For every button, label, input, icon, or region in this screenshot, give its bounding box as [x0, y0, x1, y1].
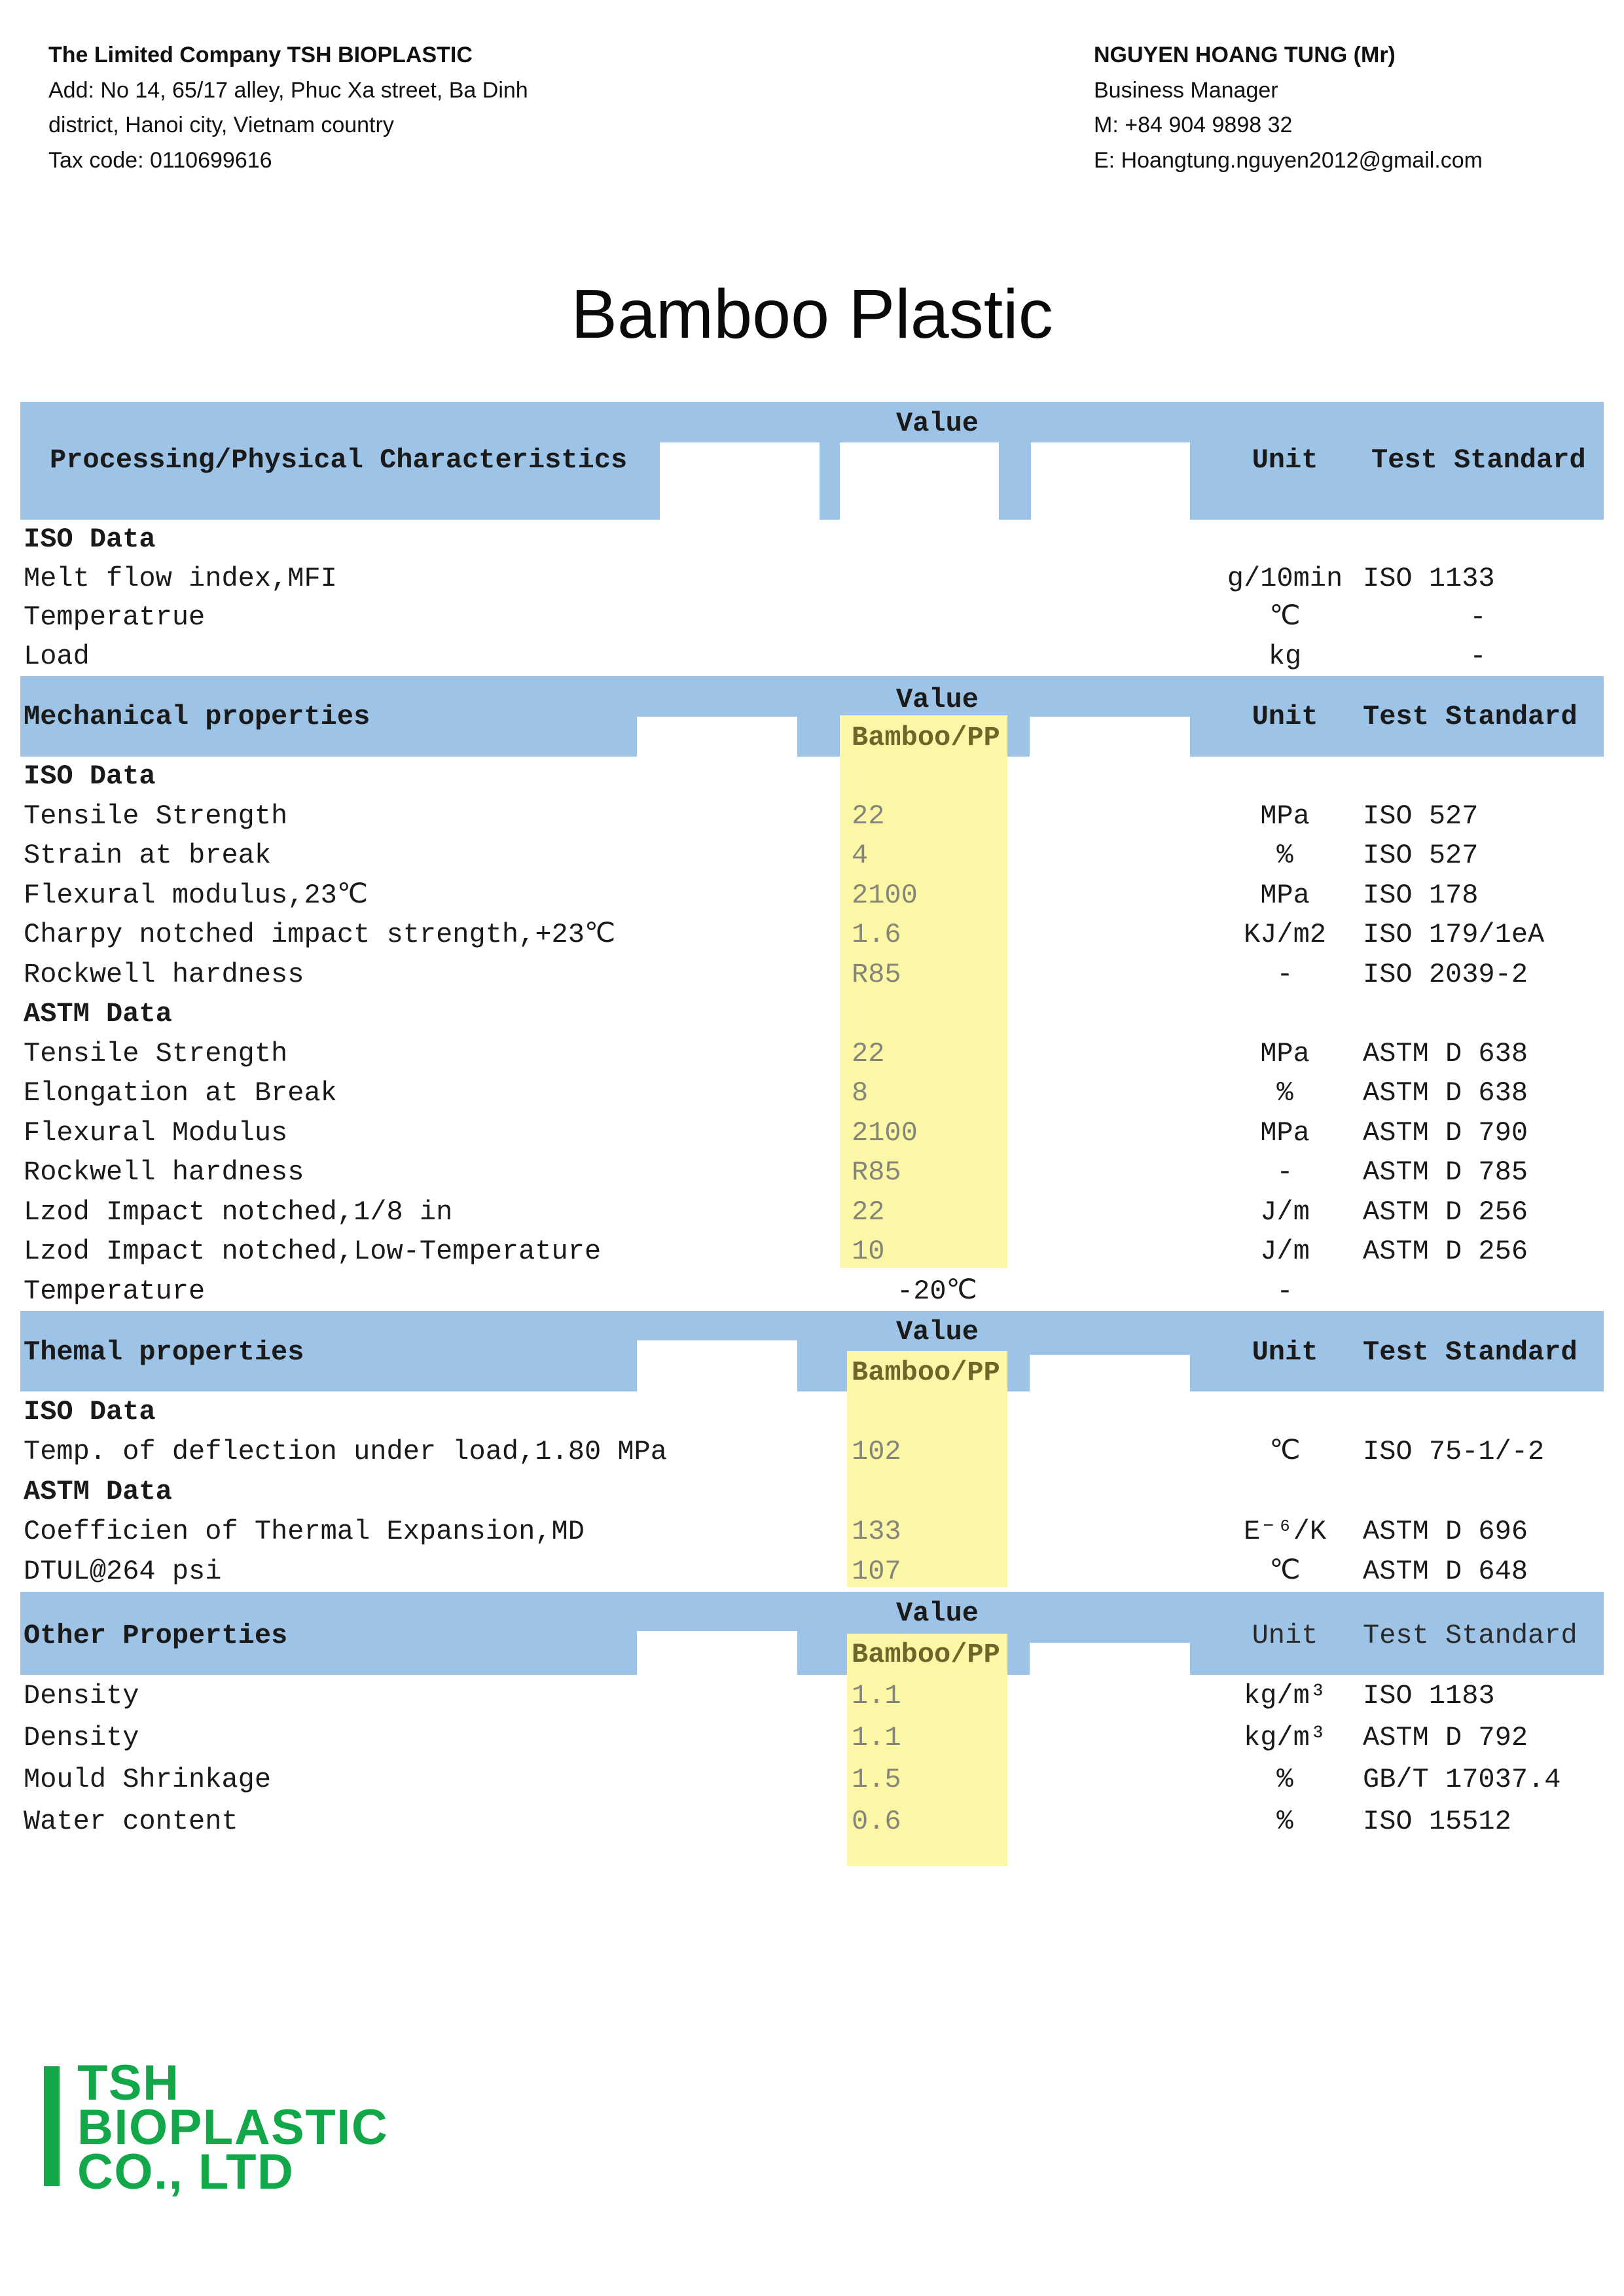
table-row: [20, 1552, 1604, 1592]
section-body: [20, 520, 1604, 676]
standard-column-label: Test Standard: [1363, 1336, 1578, 1368]
header-blank-cell: [1030, 1643, 1190, 1675]
test-standard: ISO 1183: [1363, 1679, 1495, 1712]
property-value: 107: [852, 1556, 901, 1588]
property-value: 1.1: [852, 1721, 901, 1753]
property-name: Lzod Impact notched,Low-Temperature: [24, 1236, 602, 1268]
unit-column-label: Unit: [1252, 701, 1318, 732]
property-value: 2100: [852, 879, 918, 911]
property-unit: %: [1276, 1763, 1293, 1795]
property-unit: %: [1276, 840, 1293, 872]
property-unit: kg/m³: [1243, 1721, 1327, 1753]
company-address-line: Add: No 14, 65/17 alley, Phuc Xa street, Ba Dinh: [48, 77, 528, 103]
section-body: [20, 757, 1604, 1311]
property-unit: kg/m³: [1243, 1679, 1327, 1712]
property-value: 22: [852, 1196, 885, 1228]
group-label: ASTM Data: [24, 1475, 172, 1507]
table-row: [20, 1153, 1604, 1193]
value-column-label: Value: [895, 1316, 979, 1348]
test-standard: ASTM D 638: [1363, 1037, 1528, 1069]
table-row: [20, 598, 1604, 637]
property-unit: ℃: [1269, 601, 1301, 634]
group-label: ISO Data: [24, 523, 156, 555]
header-blank-cell: [1031, 442, 1190, 520]
unit-column-label: Unit: [1252, 1619, 1318, 1651]
header-blank-cell: [1030, 1355, 1190, 1391]
section-body: [20, 1391, 1604, 1592]
property-name: Tensile Strength: [24, 800, 288, 832]
property-name: Water content: [24, 1805, 238, 1837]
company-tax-code: Tax code: 0110699616: [48, 147, 272, 173]
section-body: [20, 1675, 1604, 1866]
property-value: 8: [852, 1077, 869, 1109]
property-unit: MPa: [1260, 1117, 1310, 1149]
company-logo: [77, 2055, 389, 2200]
property-name: Strain at break: [24, 840, 272, 872]
value-column-label: Value: [895, 684, 979, 715]
table-row: [20, 1801, 1604, 1842]
section-header: [20, 676, 1604, 757]
logo-bar: [44, 2066, 60, 2186]
test-standard: -: [1470, 641, 1487, 673]
property-value: 1.1: [852, 1679, 901, 1712]
test-standard: ISO 75-1/-2: [1363, 1435, 1545, 1467]
property-name: Flexural Modulus: [24, 1117, 288, 1149]
test-standard: ISO 179/1eA: [1363, 919, 1545, 951]
material-column-label: Bamboo/PP: [852, 1638, 1000, 1670]
table-row: [20, 1675, 1604, 1717]
group-row: [20, 757, 1604, 797]
property-unit: %: [1276, 1805, 1293, 1837]
property-unit: KJ/m2: [1243, 919, 1327, 951]
section-header: [20, 1592, 1604, 1675]
section-thermal: [20, 1311, 1604, 1592]
property-value: 22: [852, 1037, 885, 1069]
standard-column-label: Test Standard: [1363, 1619, 1578, 1651]
property-value: R85: [852, 958, 901, 990]
property-name: Charpy notched impact strength,+23℃: [24, 919, 616, 951]
test-standard: ISO 527: [1363, 800, 1479, 832]
table-row: [20, 797, 1604, 836]
property-name: Elongation at Break: [24, 1077, 337, 1109]
property-unit: J/m: [1260, 1236, 1310, 1268]
header-blank-cell: [660, 442, 820, 520]
table-row: [20, 955, 1604, 995]
test-standard: ASTM D 648: [1363, 1556, 1528, 1588]
test-standard: ASTM D 790: [1363, 1117, 1528, 1149]
table-row: [20, 1272, 1604, 1312]
test-standard: ASTM D 256: [1363, 1196, 1528, 1228]
property-name: Density: [24, 1721, 139, 1753]
table-row: [20, 1193, 1604, 1232]
section-heading: Other Properties: [24, 1619, 288, 1651]
section-heading: Processing/Physical Characteristics: [50, 444, 628, 476]
property-name: Temperature: [24, 1275, 206, 1307]
section-header: [20, 402, 1604, 520]
section-heading: Mechanical properties: [24, 701, 370, 732]
property-value: 0.6: [852, 1805, 901, 1837]
table-row: [20, 1512, 1604, 1552]
table-row: [20, 915, 1604, 955]
section-heading: Themal properties: [24, 1336, 304, 1368]
property-name: DTUL@264 psi: [24, 1556, 222, 1588]
property-value: 4: [852, 840, 869, 872]
header-blank-cell: [840, 442, 999, 520]
property-unit: E⁻⁶/K: [1243, 1516, 1327, 1548]
group-row: [20, 1471, 1604, 1511]
header-blank-cell: [637, 717, 797, 757]
property-unit: MPa: [1260, 879, 1310, 911]
property-value: 133: [852, 1516, 901, 1548]
test-standard: ISO 1133: [1363, 562, 1495, 594]
company-name: The Limited Company TSH BIOPLASTIC: [48, 43, 473, 67]
property-name: Mould Shrinkage: [24, 1763, 272, 1795]
group-row: [20, 520, 1604, 559]
property-name: Coefficien of Thermal Expansion,MD: [24, 1516, 585, 1548]
logo-text-line: CO., LTD: [77, 2144, 295, 2200]
contact-mobile: M: +84 904 9898 32: [1094, 113, 1293, 137]
table-row: [20, 1232, 1604, 1272]
group-label: ISO Data: [24, 1395, 156, 1427]
logo-text-line: BIOPLASTIC: [77, 2100, 389, 2155]
property-name: Tensile Strength: [24, 1037, 288, 1069]
table-row: [20, 1113, 1604, 1153]
property-value: 102: [852, 1435, 901, 1467]
property-unit: MPa: [1260, 800, 1310, 832]
table-row: [20, 1034, 1604, 1074]
property-unit: -: [1276, 1275, 1293, 1307]
property-unit: ℃: [1269, 1556, 1301, 1588]
company-info: [48, 38, 528, 178]
test-standard: ASTM D 696: [1363, 1516, 1528, 1548]
test-standard: ASTM D 785: [1363, 1157, 1528, 1189]
material-column-label: Bamboo/PP: [852, 722, 1000, 753]
value-column-label: Value: [895, 408, 979, 439]
property-name: Density: [24, 1679, 139, 1712]
spec-table: [20, 402, 1604, 1866]
material-column-label: Bamboo/PP: [852, 1357, 1000, 1388]
section-header: [20, 1311, 1604, 1391]
test-standard: ISO 2039-2: [1363, 958, 1528, 990]
header-blank-cell: [637, 1631, 797, 1675]
group-row: [20, 1391, 1604, 1431]
property-unit: kg: [1268, 641, 1302, 673]
document-title: Bamboo Plastic: [571, 276, 1053, 353]
table-row: [20, 1073, 1604, 1113]
property-unit: ℃: [1269, 1435, 1301, 1467]
contact-name: NGUYEN HOANG TUNG (Mr): [1094, 43, 1396, 67]
section-other: [20, 1592, 1604, 1866]
header-blank-cell: [1030, 717, 1190, 757]
section-processing: [20, 402, 1604, 676]
table-row: [20, 1431, 1604, 1471]
standard-column-label: Test Standard: [1363, 701, 1578, 732]
property-name: Temp. of deflection under load,1.80 MPa: [24, 1435, 667, 1467]
property-unit: g/10min: [1227, 562, 1343, 594]
property-unit: J/m: [1260, 1196, 1310, 1228]
property-value: 2100: [852, 1117, 918, 1149]
table-row: [20, 559, 1604, 598]
value-column-label: Value: [895, 1597, 979, 1629]
standard-column-label: Test Standard: [1371, 444, 1586, 476]
contact-email: E: Hoangtung.nguyen2012@gmail.com: [1094, 147, 1483, 173]
test-standard: -: [1470, 601, 1487, 634]
test-standard: ASTM D 792: [1363, 1721, 1528, 1753]
property-unit: MPa: [1260, 1037, 1310, 1069]
property-value: 1.6: [852, 919, 901, 951]
unit-column-label: Unit: [1252, 444, 1318, 476]
property-value: 1.5: [852, 1763, 901, 1795]
table-row: [20, 836, 1604, 876]
test-standard: ASTM D 638: [1363, 1077, 1528, 1109]
property-name: Load: [24, 641, 90, 673]
property-unit: -: [1276, 1157, 1293, 1189]
header-blank-cell: [637, 1340, 797, 1391]
property-name: Rockwell hardness: [24, 958, 304, 990]
unit-column-label: Unit: [1252, 1336, 1318, 1368]
property-unit: -: [1276, 958, 1293, 990]
group-label: ASTM Data: [24, 998, 172, 1030]
group-row: [20, 994, 1604, 1034]
table-row: [20, 876, 1604, 916]
property-value: R85: [852, 1157, 901, 1189]
property-value: 10: [852, 1236, 885, 1268]
contact-title: Business Manager: [1094, 77, 1278, 103]
section-mechanical: [20, 676, 1604, 1311]
property-name: Lzod Impact notched,1/8 in: [24, 1196, 453, 1228]
property-name: Flexural modulus,23℃: [24, 879, 369, 911]
group-label: ISO Data: [24, 761, 156, 793]
table-row: [20, 1717, 1604, 1759]
property-name: Temperatrue: [24, 601, 206, 634]
company-address-line: district, Hanoi city, Vietnam country: [48, 113, 394, 137]
table-row: [20, 637, 1604, 676]
property-value: -20℃: [897, 1275, 977, 1307]
test-standard: ISO 527: [1363, 840, 1479, 872]
test-standard: ASTM D 256: [1363, 1236, 1528, 1268]
property-unit: %: [1276, 1077, 1293, 1109]
contact-info: [1094, 38, 1483, 178]
table-row: [20, 1759, 1604, 1801]
test-standard: GB/T 17037.4: [1363, 1763, 1561, 1795]
property-value: 22: [852, 800, 885, 832]
property-name: Rockwell hardness: [24, 1157, 304, 1189]
test-standard: ISO 15512: [1363, 1805, 1511, 1837]
test-standard: ISO 178: [1363, 879, 1479, 911]
property-name: Melt flow index,MFI: [24, 562, 337, 594]
logo-text-line: TSH: [77, 2055, 180, 2111]
